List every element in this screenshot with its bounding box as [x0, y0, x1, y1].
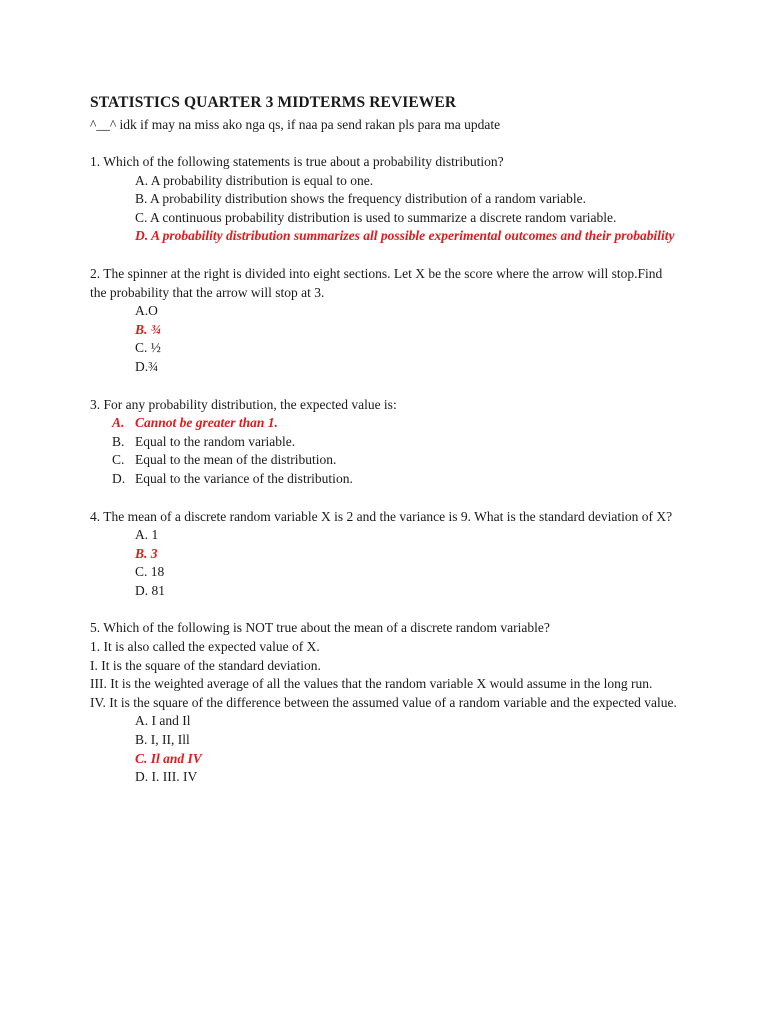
option-text: Equal to the mean of the distribution.: [135, 452, 337, 468]
question-text: 3. For any probability distribution, the expected value is:: [90, 396, 397, 412]
option-a: A. A probability distribution is equal to one.: [135, 172, 374, 188]
option-d: D.¾: [135, 358, 159, 374]
option-a: A. 1: [135, 527, 159, 543]
answer-options: [90, 526, 680, 600]
option-d: D. I. III. IV: [135, 769, 198, 785]
answer-options: [90, 302, 680, 376]
option-text: Equal to the random variable.: [135, 433, 296, 449]
question-text: 4. The mean of a discrete random variable X is 2 and the variance is 9. What is the standard deviation of X?: [90, 508, 673, 524]
option-b-correct-answer: B. ¾: [135, 321, 161, 337]
answer-options: [90, 172, 680, 246]
option-text: Cannot be greater than 1.: [135, 415, 278, 431]
question-text: 5. Which of the following is NOT true about the mean of a discrete random variable?: [90, 620, 550, 636]
option-c: [90, 451, 680, 470]
document-title: STATISTICS QUARTER 3 MIDTERMS REVIEWER: [90, 94, 457, 111]
option-letter: A.: [112, 415, 125, 431]
option-b: B. I, II, Ill: [135, 732, 190, 748]
question-text: 2. The spinner at the right is divided into eight sections. Let X be the score where the arrow will stop.Find the probability that the arrow will stop at 3.: [90, 265, 663, 300]
statement-1: 1. It is also called the expected value of X.: [90, 639, 320, 655]
option-b: [90, 433, 680, 452]
statement-4: IV. It is the square of the difference between the assumed value of a random variable and the expected value.: [90, 694, 677, 710]
question-1: [90, 153, 680, 246]
option-a: A. I and Il: [135, 713, 191, 729]
option-text: Equal to the variance of the distribution.: [135, 470, 353, 486]
option-b-correct-answer: B. 3: [135, 545, 158, 561]
answer-options: [90, 712, 680, 786]
document-page: [90, 93, 680, 787]
option-d: D. 81: [135, 582, 165, 598]
option-d-correct-answer: D. A probability distribution summarizes all possible experimental outcomes and their probability: [135, 228, 675, 244]
statement-2: I. It is the square of the standard deviation.: [90, 657, 321, 673]
statement-3: III. It is the weighted average of all the values that the random variable X would assume in the long run.: [90, 676, 653, 692]
question-4: [90, 508, 680, 601]
question-5: [90, 619, 680, 786]
option-b: B. A probability distribution shows the frequency distribution of a random variable.: [135, 191, 587, 207]
option-c: C. A continuous probability distribution is used to summarize a discrete random variable.: [135, 209, 617, 225]
option-c: C. 18: [135, 564, 165, 580]
question-2: [90, 265, 680, 377]
answer-options: [90, 414, 680, 488]
option-c-correct-answer: C. Il and IV: [135, 750, 202, 766]
option-letter: B.: [112, 433, 125, 449]
question-text: 1. Which of the following statements is true about a probability distribution?: [90, 154, 504, 169]
question-3: [90, 396, 680, 489]
document-subtitle: ^__^ idk if may na miss ako nga qs, if naa pa send rakan pls para ma update: [90, 117, 501, 132]
option-a: A.O: [135, 303, 158, 319]
option-a-correct-answer: [90, 414, 680, 433]
option-letter: C.: [112, 452, 125, 468]
option-d: [90, 470, 680, 489]
option-letter: D.: [112, 470, 126, 486]
option-c: C. ½: [135, 340, 161, 356]
